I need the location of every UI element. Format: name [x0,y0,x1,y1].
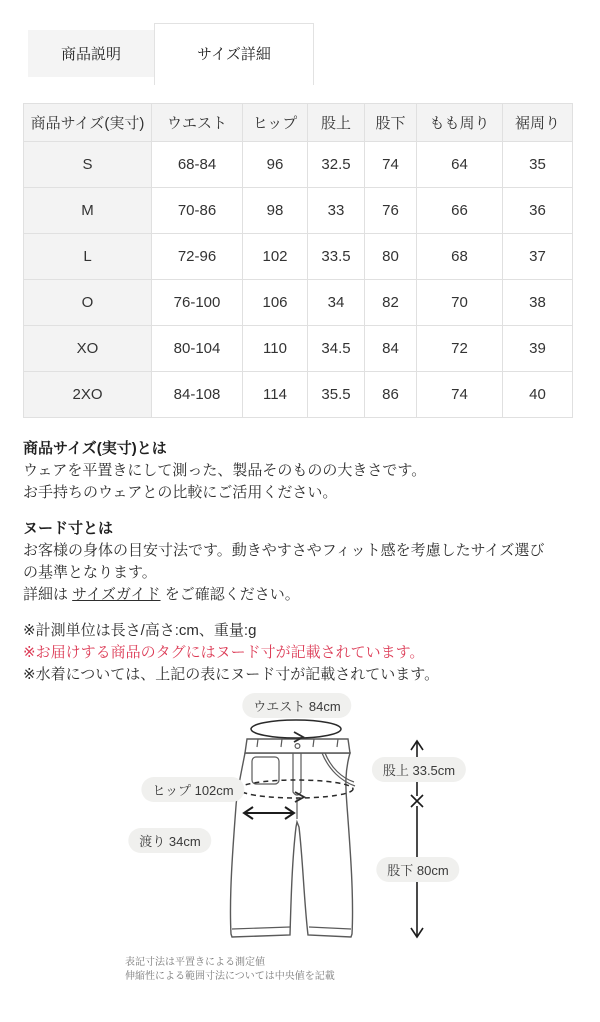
size-cell: 114 [243,372,308,418]
size-cell: 96 [243,142,308,188]
size-cell: 84 [365,326,417,372]
size-table-row [24,372,573,418]
size-table-row [24,326,573,372]
size-cell: 70-86 [152,188,243,234]
nude-size-title: ヌード寸とは [23,520,114,537]
footnote-line: 表記寸法は平置きによる測定値 [125,957,265,968]
size-cell: L [24,234,152,280]
size-cell: 76 [365,188,417,234]
size-cell: 66 [417,188,503,234]
tab-bar [28,23,600,85]
pants-measurement-diagram [0,686,600,948]
size-cell: 72-96 [152,234,243,280]
size-cell: 37 [503,234,573,280]
product-size-text-line: お手持ちのウェアとの比較にご活用ください。 [23,484,338,501]
footnote-line: 伸縮性による範囲寸法については中央値を記載 [125,971,335,982]
size-cell: 35 [503,142,573,188]
thigh-label-pill: 渡り 34cm [128,828,211,853]
size-table-row [24,142,573,188]
size-table-header: もも周り [417,104,503,142]
size-cell: 40 [503,372,573,418]
size-cell: 84-108 [152,372,243,418]
size-table-header: 商品サイズ(実寸) [24,104,152,142]
size-table-header: 裾周り [503,104,573,142]
tab-size-detail[interactable]: サイズ詳細 [154,23,314,85]
size-cell: 34 [308,280,365,326]
nude-size-text-line: お客様の身体の目安寸法です。動きやすさやフィット感を考慮したサイズ選び [23,542,545,559]
size-cell: 34.5 [308,326,365,372]
product-size-text-line: ウェアを平置きにして測った、製品そのものの大きさです。 [23,462,427,479]
size-detail-page [0,23,600,984]
nude-size-section [23,518,575,606]
size-cell: 76-100 [152,280,243,326]
size-guide-suffix: をご確認ください。 [160,586,300,603]
nude-size-text-line: の基準となります。 [23,564,157,581]
size-table [23,103,573,418]
note-measure-unit: ※計測単位は長さ/高さ:cm、重量:g [23,622,257,639]
rise-label-pill: 股上 33.5cm [372,757,466,782]
size-cell: 36 [503,188,573,234]
size-table-header: 股上 [308,104,365,142]
size-table-header: ウエスト [152,104,243,142]
size-cell: 74 [417,372,503,418]
size-cell: 86 [365,372,417,418]
size-cell: 38 [503,280,573,326]
inseam-label-pill: 股下 80cm [376,857,459,882]
size-guide-prefix: 詳細は [23,586,73,603]
size-cell: S [24,142,152,188]
size-cell: 72 [417,326,503,372]
size-cell: 32.5 [308,142,365,188]
size-guide-line [23,584,575,606]
size-table-header: 股下 [365,104,417,142]
size-table-row [24,280,573,326]
size-cell: 70 [417,280,503,326]
diagram-footnotes [125,956,600,984]
size-cell: 82 [365,280,417,326]
note-swimwear: ※水着については、上記の表にヌード寸が記載されています。 [23,666,440,683]
size-guide-link[interactable]: サイズガイド [72,586,161,603]
size-cell: 110 [243,326,308,372]
size-cell: 98 [243,188,308,234]
size-cell: O [24,280,152,326]
size-table-header-row [24,104,573,142]
pants-illustration [0,686,600,948]
size-cell: 106 [243,280,308,326]
size-cell: 35.5 [308,372,365,418]
tab-product-description[interactable]: 商品説明 [28,30,154,77]
note-tag-nude-size: ※お届けする商品のタグにはヌード寸が記載されています。 [23,644,425,661]
size-cell: 33.5 [308,234,365,280]
size-table-row [24,188,573,234]
size-cell: M [24,188,152,234]
size-cell: 102 [243,234,308,280]
hip-label-pill: ヒップ 102cm [141,777,244,802]
size-cell: 68-84 [152,142,243,188]
size-cell: 39 [503,326,573,372]
size-table-header: ヒップ [243,104,308,142]
size-cell: 68 [417,234,503,280]
size-table-row [24,234,573,280]
product-size-section [23,438,575,504]
size-cell: 74 [365,142,417,188]
size-cell: 80 [365,234,417,280]
product-size-title: 商品サイズ(実寸)とは [23,440,167,457]
waist-label-pill: ウエスト 84cm [242,693,351,718]
size-cell: 2XO [24,372,152,418]
notes-block [23,620,600,686]
size-cell: 64 [417,142,503,188]
size-cell: 80-104 [152,326,243,372]
size-cell: XO [24,326,152,372]
size-cell: 33 [308,188,365,234]
